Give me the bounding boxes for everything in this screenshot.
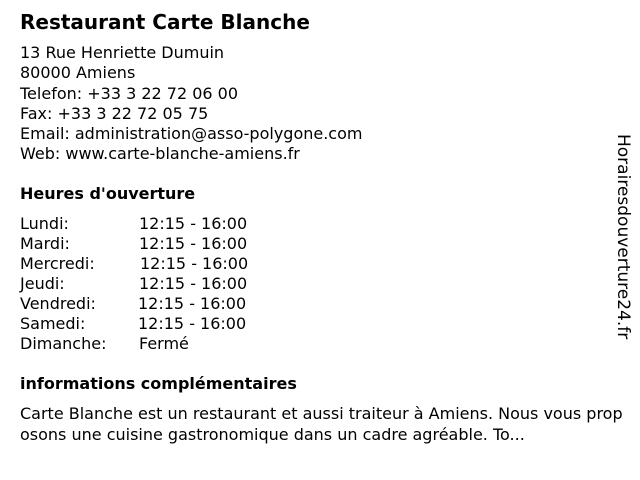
hours-row-saturday [20,314,600,334]
day-label: Dimanche: [20,334,107,353]
hours-row-thursday [20,274,600,294]
time-value: 12:15 - 16:00 [138,294,247,313]
time-value: 12:15 - 16:00 [138,314,247,333]
phone-line: Telefon: +33 3 22 72 06 00 [20,83,239,103]
site-watermark: Horairesdouverture24.fr [613,134,633,340]
email-line: Email: administration@asso-polygone.com [20,124,363,144]
hours-row-monday [20,214,600,234]
day-label: Lundi: [20,214,69,233]
time-value: 12:15 - 16:00 [140,254,249,273]
restaurant-name: Restaurant Carte Blanche [20,10,310,34]
opening-hours-list [20,214,600,354]
day-label: Mardi: [20,234,70,253]
time-value: 12:15 - 16:00 [139,214,248,233]
time-value: 12:15 - 16:00 [139,274,248,293]
day-label: Vendredi: [20,294,96,313]
day-label: Mercredi: [20,254,95,273]
website-line: Web: www.carte-blanche-amiens.fr [20,144,300,164]
address-city: 80000 Amiens [20,63,136,83]
address-street: 13 Rue Henriette Dumuin [20,43,225,62]
restaurant-description: Carte Blanche est un restaurant et aussi traiteur à Amiens. Nous vous proposons une cuisine gastronomique dans un cadre agréable. To... [20,404,623,444]
hours-row-tuesday [20,234,600,254]
opening-hours-heading: Heures d'ouverture [20,184,196,203]
hours-row-wednesday [20,254,600,274]
time-value: 12:15 - 16:00 [139,234,248,253]
hours-row-sunday [20,334,600,354]
fax-line: Fax: +33 3 22 72 05 75 [20,103,209,123]
day-label: Samedi: [20,314,86,333]
contact-block [20,43,610,165]
day-label: Jeudi: [20,274,65,293]
time-value: Fermé [139,334,189,353]
hours-row-friday [20,294,600,314]
additional-info-heading: informations complémentaires [20,374,297,393]
